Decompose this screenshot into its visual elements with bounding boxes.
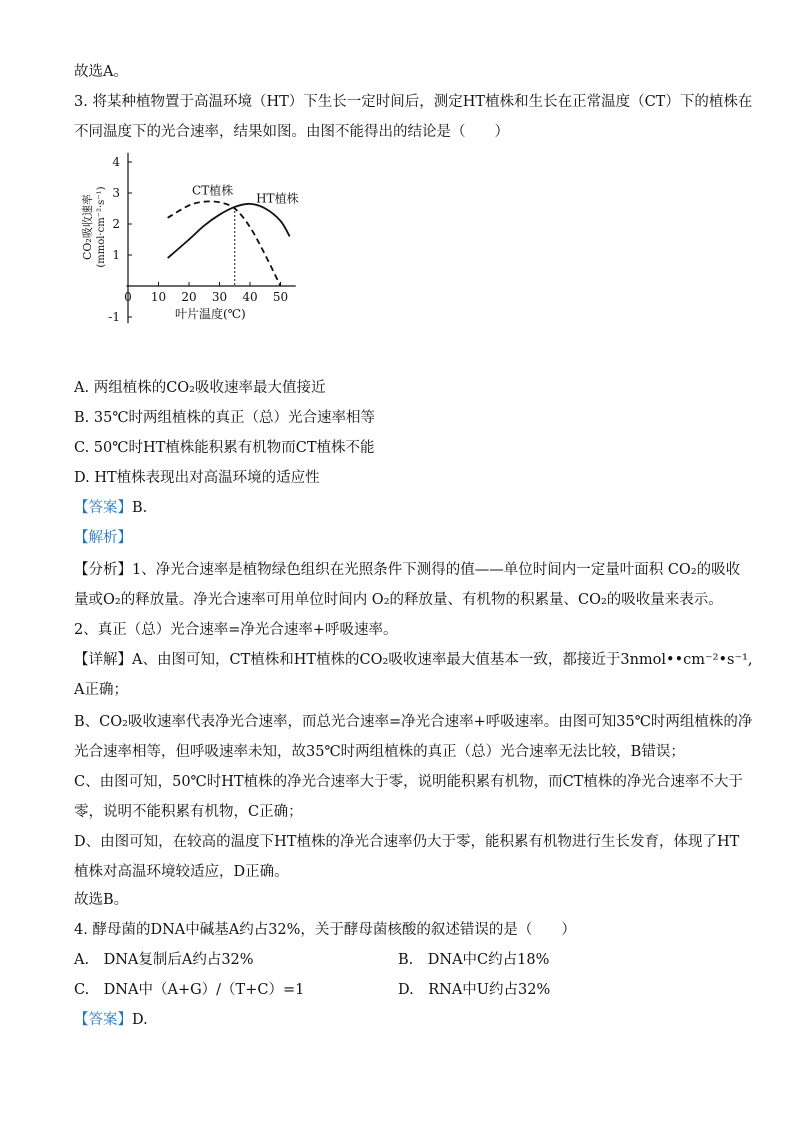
question-3-line-1: 3. 将某种植物置于高温环境（HT）下生长一定时间后，测定HT植株和生长在正常温度（CT）下的植株在 — [74, 94, 753, 110]
analysis-line-2: 量或O₂的释放量。净光合速率可用单位时间内 O₂的释放量、有机物的积累量、CO₂的吸收量来表示。 — [74, 592, 723, 608]
x-axis-label: 叶片温度(℃) — [174, 307, 246, 321]
x-tick-label: 30 — [211, 290, 228, 304]
y-axis-label: CO₂吸收速率 — [81, 194, 94, 261]
detail-line-1 — [74, 650, 753, 670]
x-tick-label: 40 — [242, 290, 258, 304]
x-tick-label: 50 — [272, 290, 289, 304]
answer-label: 【答案】 — [74, 500, 132, 516]
conclusion-line: 故选B。 — [74, 892, 129, 908]
option-a: A. 两组植株的CO₂吸收速率最大值接近 — [74, 380, 326, 396]
analysis-label: 【解析】 — [74, 530, 132, 546]
ht-series-label: HT植株 — [256, 191, 299, 206]
option-c: C. 50℃时HT植株能积累有机物而CT植株不能 — [74, 440, 375, 456]
photosynthesis-chart — [74, 150, 334, 340]
q4-option-c: C. DNA中（A+G）/（T+C）=1 — [74, 982, 305, 998]
ht-series-line — [168, 204, 290, 258]
detail-line-6: 零，说明不能积累有机物，C正确； — [74, 804, 303, 820]
analysis-text-1: 1、净光合速率是植物绿色组织在光照条件下测得的值——单位时间内一定量叶面积 CO₂的吸收 — [132, 562, 741, 578]
answer-line-2 — [74, 1010, 148, 1030]
answer-line — [74, 498, 147, 518]
ct-series-label: CT植株 — [192, 183, 234, 198]
option-b: B. 35℃时两组植株的真正（总）光合速率相等 — [74, 410, 376, 426]
question-4: 4. 酵母菌的DNA中碱基A约占32%，关于酵母菌核酸的叙述错误的是（ ） — [74, 922, 576, 938]
detail-line-4: 光合速率相等，但呼吸速率未知，故35℃时两组植株的真正（总）光合速率无法比较，B错误； — [74, 744, 685, 760]
answer-value-2: D. — [132, 1012, 148, 1028]
q4-option-a: A. DNA复制后A约占32% — [74, 952, 254, 968]
y-tick-label: 1 — [112, 248, 120, 262]
y-tick-label: -1 — [108, 310, 120, 324]
y-axis-unit: (mmol·cm⁻²·s⁻¹) — [96, 186, 107, 268]
detail-line-8: 植株对高温环境较适应，D正确。 — [74, 864, 289, 880]
q4-option-b: B. DNA中C约占18% — [398, 952, 550, 968]
detail-line-2: A正确； — [74, 682, 128, 698]
x-tick-label: 20 — [181, 290, 197, 304]
answer-line-prev: 故选A。 — [74, 64, 128, 80]
question-3-line-2: 不同温度下的光合速率，结果如图。由图不能得出的结论是（ ） — [74, 124, 509, 140]
detail-text-1: A、由图可知，CT植株和HT植株的CO₂吸收速率最大值基本一致，都接近于3nmol••cm⁻²•s⁻¹, — [132, 652, 753, 668]
x-tick-label: 0 — [124, 290, 132, 304]
analysis-line-3: 2、真正（总）光合速率=净光合速率+呼吸速率。 — [74, 622, 398, 638]
answer-label-2: 【答案】 — [74, 1012, 132, 1028]
detail-line-3: B、CO₂吸收速率代表净光合速率，而总光合速率=净光合速率+呼吸速率。由图可知35℃时两组植株的净 — [74, 714, 753, 730]
detail-tag: 【详解】 — [74, 652, 132, 668]
answer-value: B. — [132, 500, 148, 516]
detail-line-7: D、由图可知，在较高的温度下HT植株的净光合速率仍大于零，能积累有机物进行生长发育，体现了HT — [74, 834, 740, 850]
y-tick-label: 2 — [112, 217, 120, 231]
detail-line-5: C、由图可知，50℃时HT植株的净光合速率大于零，说明能积累有机物，而CT植株的净光合速率不大于 — [74, 774, 743, 790]
y-tick-label: 4 — [112, 155, 120, 169]
q4-option-d: D. RNA中U约占32% — [398, 982, 551, 998]
option-d: D. HT植株表现出对高温环境的适应性 — [74, 470, 320, 486]
analysis-tag: 【分析】 — [74, 562, 132, 578]
analysis-line-1 — [74, 560, 740, 580]
y-tick-label: 3 — [112, 186, 120, 200]
x-tick-label: 10 — [150, 290, 167, 304]
